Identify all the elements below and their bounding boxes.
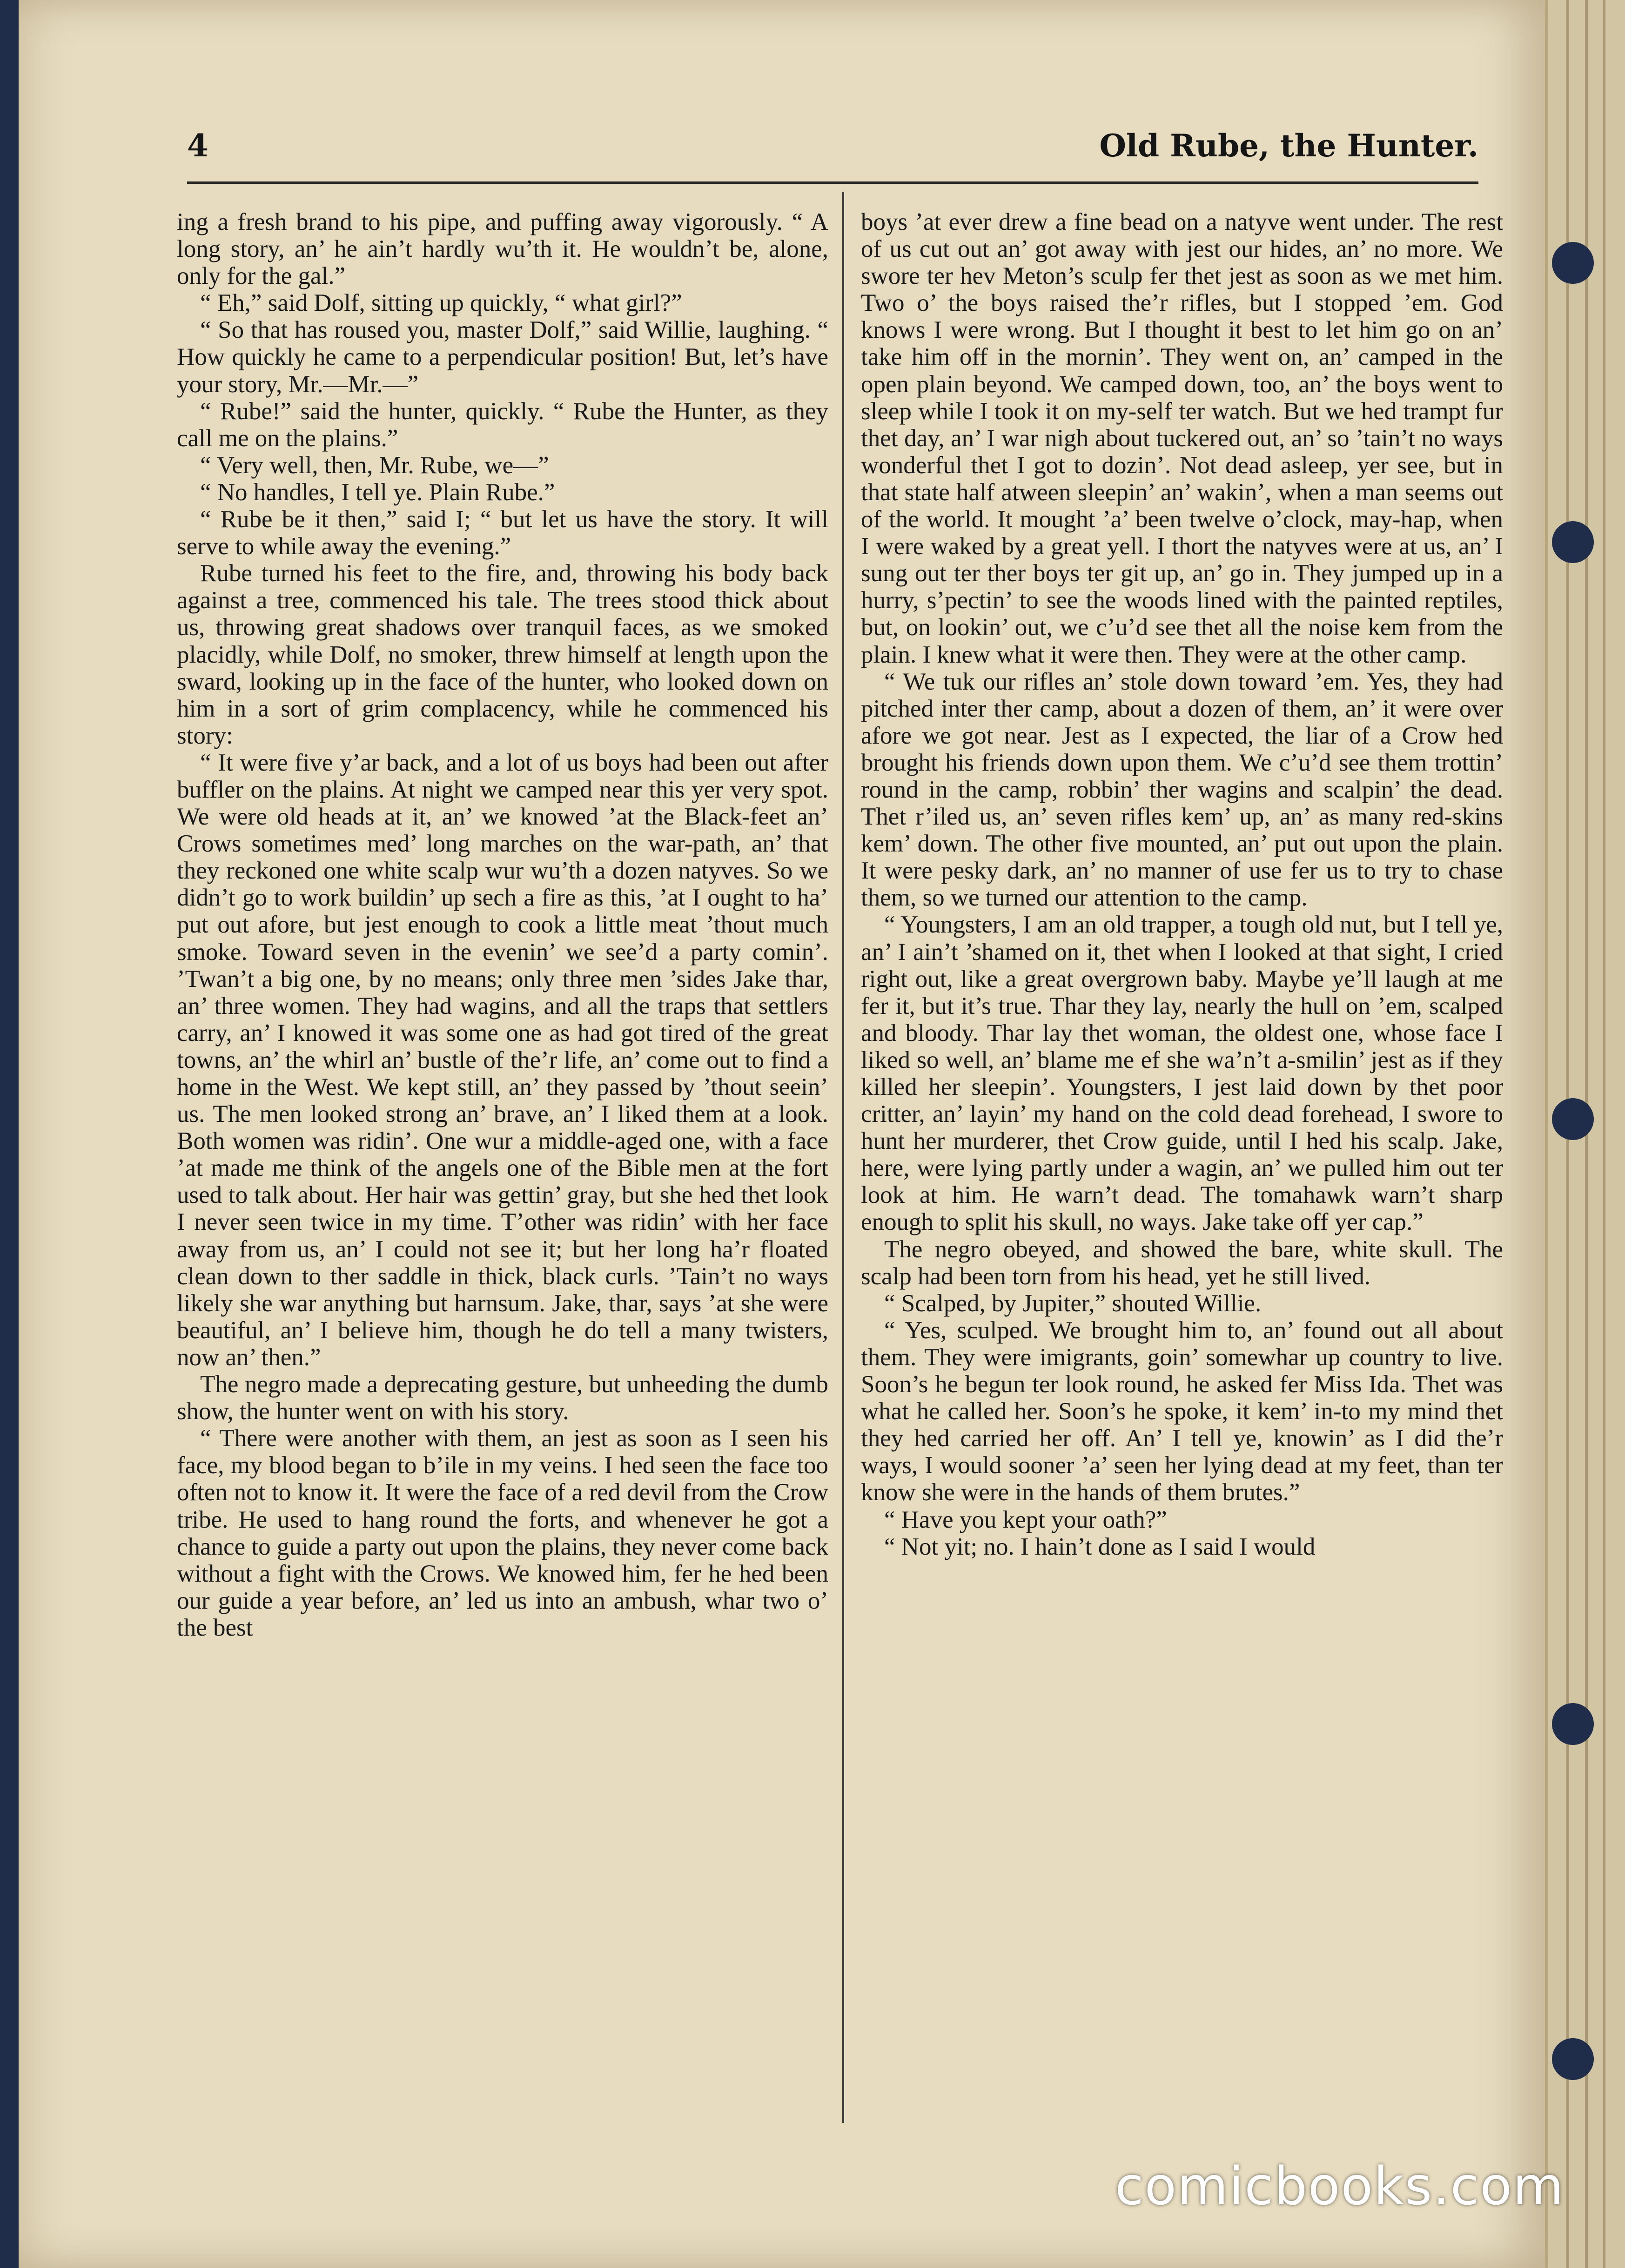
running-header [187, 125, 1478, 167]
right-column [861, 208, 1503, 1560]
paragraph: Rube turned his feet to the fire, and, throwing his body back against a tree, commenced his tale. The trees stood thick about us, throwing great shadows over tranquil faces, as we smoked placidly, while Dolf, no smoker, threw himself at length upon the sward, looking up in the face of the hunter, who looked down on him in a sort of grim complacency, while he commenced his story: [177, 560, 828, 749]
paragraph: “ Not yit; no. I hain’t done as I said I would [884, 1533, 1316, 1560]
paragraph: “ There were another with them, an jest as soon as I seen his face, my blood began to b’ile in my veins. I hed seen the face too often not to know it. It were the face of a red devil from the Crow tribe. He used to hang round the forts, and whenever he got a chance to guide a party out upon the plains, they never come back without a fight with the Crows. We knowed him, fer he hed been our guide a year before, an’ led us into an ambush, whar two o’ the best [177, 1425, 828, 1641]
running-title: Old Rube, the Hunter. [1099, 127, 1478, 164]
paragraph: “ It were five y’ar back, and a lot of us boys had been out after buffler on the plains. At night we camped near this yer very spot. We were old heads at it, an’ we knowed ’at the Black-feet an’ Crows sometimes med’ long marches on the war-path, an’ that they reckoned one white scalp wur wu’th a dozen natyves. So we didn’t go to work buildin’ up sech a fire as this, ’at I ought to ha’ put out afore, but jest enough to cook a little meat ’thout much smoke. Toward seven in the evenin’ we see’d a party comin’. ’Twan’t a big one, by no means; only three men ’sides Jake thar, an’ three women. They had wagins, and all the traps that settlers carry, an’ I knowed it was some one as had got tired of the great towns, an’ the whirl an’ bustle of the’r life, an’ come out to find a home in the West. We kept still, an’ they passed by ’thout seein’ us. The men looked strong an’ brave, an’ I liked them at a look. Both women was ridin’. One wur a middle-aged one, with a face ’at made me think of the angels one of the Bible men at the fort used to talk about. Her hair was gettin’ gray, but she hed thet look I never seen twice in my time. T’other was ridin’ with her face away from us, an’ I could not see it; but her long ha’r floated clean down to ther saddle in thick, black curls. ’Tain’t no ways likely she war anything but harnsum. Jake, thar, says ’at she were beautiful, an’ I believe him, though he do tell a many twisters, now an’ then.” [177, 749, 828, 1371]
binding-hole [1552, 521, 1594, 563]
paragraph: “ Rube be it then,” said I; “ but let us have the story. It will serve to while away the evening.” [177, 506, 828, 560]
binding-hole [1552, 2038, 1594, 2080]
paragraph: boys ’at ever drew a fine bead on a natyve went under. The rest of us cut out an’ got away with jest our hides, an’ no more. We swore ter hev Meton’s sculp fer thet jest as soon as we met him. Two o’ the boys raised the’r rifles, but I stopped ’em. God knows I were wrong. But I thought it best to let him go on an’ take him off in the mornin’. They went on, an’ camped in the open plain beyond. We camped down, too, an’ the boys went to sleep while I took it on my-self ter watch. But we hed trampt fur thet day, an’ I war nigh about tuckered out, an’ so ’tain’t no ways wonderful thet I got to dozin’. Not dead asleep, yer see, but in that state half atween sleepin’ an’ wakin’, when a man seems out of the world. It mought ’a’ been twelve o’clock, may-hap, when I were waked by a great yell. I thort the natyves were at us, an’ I sung out ter ther boys ter git up, an’ go in. They jumped up in a hurry, s’pectin’ to see the woods lined with the painted reptiles, but, on lookin’ out, we c’u’d see thet all the noise kem from the plain. I knew what it were then. They were at the other camp. [861, 208, 1503, 668]
binding-hole [1552, 242, 1594, 284]
paragraph: The negro made a deprecating gesture, but unheeding the dumb show, the hunter went on with his story. [177, 1371, 828, 1425]
spine-sheet-edge [1603, 0, 1605, 2268]
paragraph: “ Very well, then, Mr. Rube, we—” [200, 451, 549, 479]
paragraph: “ So that has roused you, master Dolf,” said Willie, laughing. “ How quickly he came to a perpendicular position! But, let’s have your story, Mr.—Mr.—” [177, 316, 828, 398]
paragraph: “ Eh,” said Dolf, sitting up quickly, “ what girl?” [200, 289, 682, 317]
header-rule [187, 181, 1478, 184]
binding-hole [1552, 1703, 1594, 1745]
paragraph: “ Yes, sculped. We brought him to, an’ found out all about them. They were imigrants, goin’ somewhar up country to live. Soon’s he begun ter look round, he asked fer Miss Ida. Thet was what he called her. Soon’s he spoke, it kem’ in-to my mind thet they hed carried her off. An’ I tell ye, knowin’ as I did the’r ways, I would sooner ’a’ seen her lying dead at my feet, than ter know she were in the hands of them brutes.” [861, 1316, 1503, 1506]
column-divider [842, 192, 844, 2123]
watermark: comicbooks.com [1115, 2156, 1565, 2217]
paragraph: “ Scalped, by Jupiter,” shouted Willie. [884, 1289, 1262, 1317]
paragraph: “ No handles, I tell ye. Plain Rube.” [200, 478, 555, 506]
paragraph: ing a fresh brand to his pipe, and puffing away vigorously. “ A long story, an’ he ain’t hardly wu’th it. He wouldn’t be, alone, only for the gal.” [177, 208, 828, 290]
paragraph: The negro obeyed, and showed the bare, white skull. The scalp had been torn from his head, yet he still lived. [861, 1235, 1503, 1290]
binding-hole [1552, 1098, 1594, 1140]
paragraph: “ We tuk our rifles an’ stole down toward ’em. Yes, they had pitched inter ther camp, about a dozen of them, an’ it were over afore we got near. Jest as I expected, the liar of a Crow hed brought his friends down upon them. We c’u’d see them trottin’ round in the camp, robbin’ ther wagins and scalpin’ the dead. Thet r’iled us, an’ seven rifles kem’ up, an’ as many red-skins kem’ down. The other five mounted, an’ put out upon the plain. It were pesky dark, an’ no manner of use fer us to try to chase them, so we turned our attention to the camp. [861, 668, 1503, 912]
page-number: 4 [187, 127, 208, 164]
left-column [177, 208, 828, 1641]
paragraph: “ Have you kept your oath?” [884, 1506, 1167, 1533]
paragraph: “ Youngsters, I am an old trapper, a tough old nut, but I tell ye, an’ I ain’t ’shamed on it, thet when I looked at that sight, I cried right out, like a great overgrown baby. Maybe ye’ll laugh at me fer it, but it’s true. Thar they lay, nearly the hull on ’em, scalped and bloody. Thar lay thet woman, the oldest one, whose face I liked so well, an’ blame me ef she wa’n’t a-smilin’ jest as if they killed her sleepin’. Youngsters, I jest laid down by thet poor critter, an’ layin’ my hand on the cold dead forehead, I swore to hunt her murderer, thet Crow guide, until I hed his scalp. Jake, here, were lying partly under a wagin, an’ we pulled him out ter look at him. He warn’t dead. The tomahawk warn’t sharp enough to split his skull, no ways. Jake take off yer cap.” [861, 911, 1503, 1236]
paragraph: “ Rube!” said the hunter, quickly. “ Rube the Hunter, as they call me on the plains.” [177, 397, 828, 452]
